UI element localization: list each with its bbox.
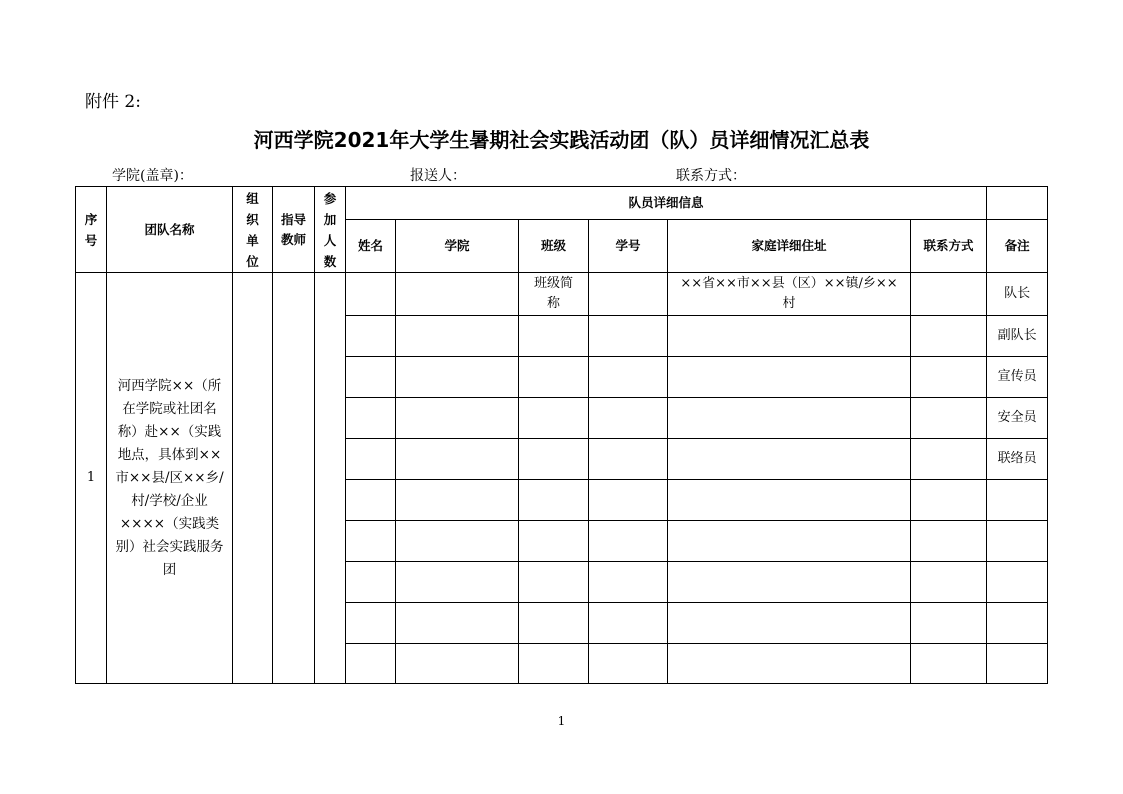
member-remark-cell (987, 562, 1048, 603)
member-remark-cell (987, 603, 1048, 644)
header-name: 姓名 (346, 220, 396, 273)
header-college: 学院 (396, 220, 519, 273)
advisor-cell (273, 273, 315, 684)
attachment-label: 附件 2: (85, 92, 141, 112)
member-remark-cell: 副队长 (987, 316, 1048, 357)
contact-label: 联系方式： (676, 168, 746, 184)
document-title: 河西学院2021年大学生暑期社会实践活动团（队）员详细情况汇总表 (253, 128, 870, 152)
page-number: 1 (557, 714, 566, 728)
header-org-unit: 组织单位 (233, 187, 273, 273)
header-team-name: 团队名称 (107, 187, 233, 273)
table-row (76, 273, 1048, 316)
college-stamp-label: 学院(盖章)： (112, 168, 193, 184)
header-advisor: 指导教师 (273, 187, 315, 273)
header-member-info: 队员详细信息 (346, 187, 987, 220)
team-name-cell (107, 273, 233, 684)
member-remark-cell (987, 644, 1048, 684)
reporter-label: 报送人： (410, 168, 466, 184)
header-address: 家庭详细住址 (668, 220, 911, 273)
member-class-cell: 班级简称 (519, 273, 589, 316)
member-remark-cell: 联络员 (987, 439, 1048, 480)
member-remark-cell: 队长 (987, 273, 1048, 316)
member-remark-cell (987, 521, 1048, 562)
header-blank (987, 187, 1048, 220)
header-remarks: 备注 (987, 220, 1048, 273)
org-unit-cell (233, 273, 273, 684)
participants-cell (315, 273, 346, 684)
member-remark-cell: 安全员 (987, 398, 1048, 439)
header-participants: 参加人数 (315, 187, 346, 273)
roster-table (75, 186, 1048, 684)
member-remark-cell (987, 480, 1048, 521)
header-class: 班级 (519, 220, 589, 273)
member-id-cell (589, 273, 668, 316)
header-student-id: 学号 (589, 220, 668, 273)
header-index: 序号 (76, 187, 107, 273)
member-name-cell (346, 273, 396, 316)
member-contact-cell (911, 273, 987, 316)
team-index: 1 (76, 273, 107, 684)
member-address-cell: ××省××市××县（区）××镇/乡××村 (668, 273, 911, 316)
member-remark-cell: 宣传员 (987, 357, 1048, 398)
team-name: 河西学院××（所在学院或社团名称）赴××（实践地点，具体到××市××县/区××乡/村/学校/企业××××（实践类别）社会实践服务团 (115, 377, 224, 578)
member-college-cell (396, 273, 519, 316)
header-contact: 联系方式 (911, 220, 987, 273)
